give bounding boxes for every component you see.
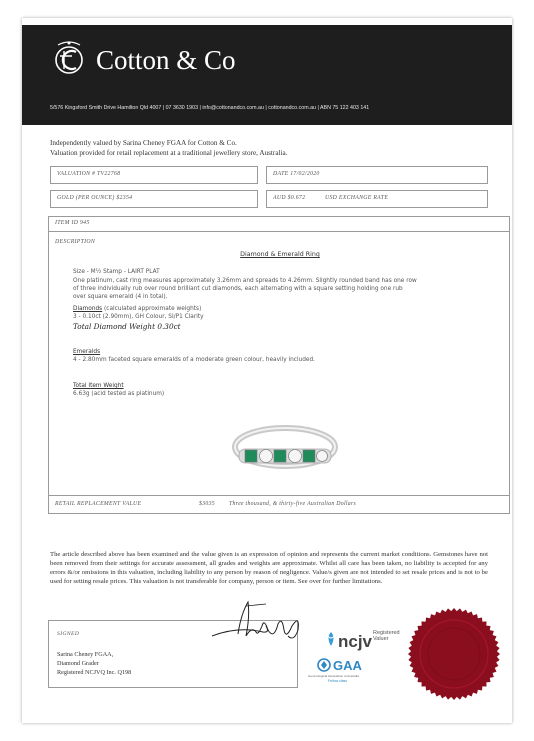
diamonds-heading: Diamonds bbox=[73, 306, 103, 312]
description-line-2: of three individually rub over round brilliant cut diamonds, each alternating with a square setting holding one rub bbox=[73, 286, 403, 292]
item-title: Diamond & Emerald Ring bbox=[240, 251, 320, 258]
valuation-number-field bbox=[50, 166, 258, 184]
aud-rate: AUD $0.672 bbox=[273, 195, 306, 201]
valuation-date: DATE 17/02/2020 bbox=[273, 171, 320, 177]
signer-registration: Registered NCJVQ Inc. Q198 bbox=[57, 669, 132, 676]
valuation-certificate bbox=[22, 18, 512, 723]
ncjv-sub-line-1: Registered bbox=[373, 630, 400, 636]
size-stamp-line: Size - M½ Stamp - LAIRT PLAT bbox=[73, 269, 160, 275]
item-id: ITEM ID 945 bbox=[55, 220, 90, 226]
retail-value: $3035 bbox=[199, 501, 215, 507]
emeralds-heading: Emeralds bbox=[73, 349, 101, 355]
handwritten-signature bbox=[208, 596, 318, 646]
valuation-number: VALUATION # TV22768 bbox=[57, 171, 121, 177]
gaa-logo: GAA bbox=[333, 658, 362, 673]
gold-price: GOLD (PER OUNCE) $2354 bbox=[57, 195, 133, 201]
gold-price-field bbox=[50, 190, 258, 208]
diamonds-note: (calculated approximate weights) bbox=[104, 306, 202, 312]
signer-name: Sarina Cheney FGAA, bbox=[57, 651, 114, 658]
usd-exchange-rate: USD EXCHANGE RATE bbox=[325, 195, 389, 201]
diamonds-detail: 3 - 0.10ct (2.90mm), GH Colour, SI/P1 Clarity bbox=[73, 314, 204, 320]
retail-value-row bbox=[49, 495, 509, 514]
intro-line-1: Independently valued by Sarina Cheney FGAA for Cotton & Co. bbox=[50, 139, 237, 147]
letterhead bbox=[22, 25, 512, 125]
retail-value-words: Three thousand, & thirty-five Australian Dollars bbox=[229, 501, 357, 507]
signer-role: Diamond Grader bbox=[57, 660, 99, 667]
item-description-box bbox=[48, 216, 510, 514]
intro-line-2: Valuation provided for retail replacement at a traditional jewellery store, Australia. bbox=[50, 149, 288, 157]
weight-detail: 6.63g (acid tested as platinum) bbox=[73, 391, 165, 397]
disclaimer-text: The article described above has been examined and the value given is an expression of opinion and represents the current market conditions. Gemstones have not been removed from their settings for accurate assessment, all grades and weights are approximate. Whilst all care has been taken, no liability is accepted for any errors &/or omissions in this valuation, including liability to any person by reason of negligence. Value/s given are not intended to set resale prices and is not to be used for setting resale prices. This valuation is not transferable for company, person or item. See over for further limitations. bbox=[50, 551, 488, 585]
ncjv-registered-valuer bbox=[373, 630, 400, 642]
description-label: DESCRIPTION bbox=[55, 239, 96, 245]
signed-label: SIGNED bbox=[57, 631, 80, 637]
ncjv-sub-line-2: Valuer bbox=[373, 636, 389, 642]
description-line-1: One platinum, cast ring measures approximately 3.26mm and spreads to 4.26mm. Slightly rounded band has one row bbox=[73, 278, 417, 284]
gaa-fellow-class: Fellow class bbox=[328, 679, 348, 683]
ring-photo bbox=[229, 421, 341, 475]
total-diamond-weight: Total Diamond Weight 0.30ct bbox=[73, 322, 181, 331]
gaa-logo-icon bbox=[317, 658, 331, 672]
weight-heading: Total Item Weight bbox=[73, 383, 124, 389]
ncjv-logo-icon bbox=[324, 631, 338, 647]
intro-text bbox=[50, 138, 288, 158]
date-field bbox=[266, 166, 488, 184]
emeralds-detail: 4 - 2.80mm faceted square emeralds of a moderate green colour, heavily included. bbox=[73, 357, 316, 363]
item-id-row bbox=[49, 217, 509, 232]
gaa-full-name: Gemmological Association of Australia bbox=[308, 674, 359, 678]
description-line-3: over square emerald (4 in total). bbox=[73, 294, 168, 300]
contact-address: 5/576 Kingsford Smith Drive Hamilton Qld 4007 | 07 3630 1903 | info@cottonandco.com.au | cottonandco.com.au | ABN 75 122 403 141 bbox=[50, 105, 370, 111]
exchange-rate-field bbox=[266, 190, 488, 208]
diamonds-heading-line bbox=[73, 306, 201, 312]
retail-value-label: RETAIL REPLACEMENT VALUE bbox=[55, 501, 142, 507]
red-seal-icon bbox=[406, 606, 502, 702]
ncjv-logo: ncjv bbox=[338, 632, 373, 651]
brand-name: Cotton & Co bbox=[96, 45, 236, 75]
cotton-co-monogram-icon bbox=[50, 39, 88, 79]
